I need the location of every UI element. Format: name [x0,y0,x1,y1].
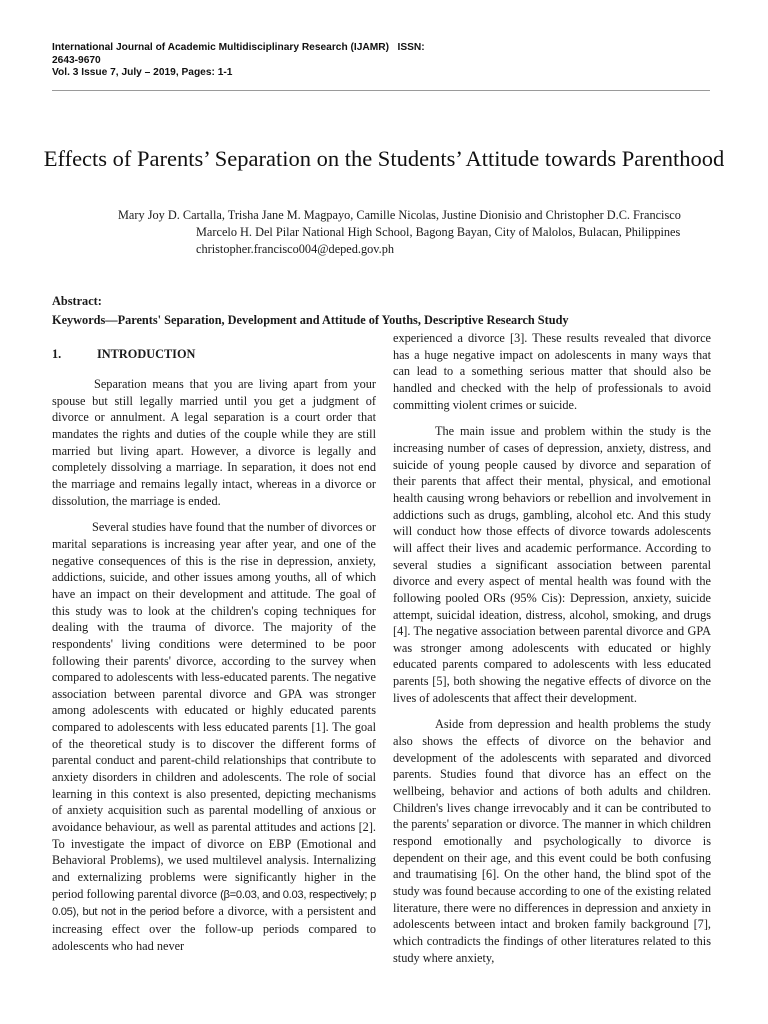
right-column [393,330,711,966]
paragraph: The main issue and problem within the study is the increasing number of cases of depression, anxiety, distress, and suicide of young people caused by divorce and separation of their parents that affect their mental, physical, and emotional health causing wrong behaviors or rebellion and involvement in addictions such as drugs, gambling, alcohol etc. And this study will conduct how those effects of divorce towards adolescents will affect their lives and academic performance. According to several studies a significant association between parental divorce and every aspect of mental health was found with the following pooled ORs (95% Cis): Depression, anxiety, suicide attempt, suicidal ideation, distress, alcohol, smoking, and drugs [4]. The negative association between parental divorce and GPA was stronger among adolescents with educated or highly educated parents compared to adolescents with less educated parents [5], both showing the negative effects of divorce on the lives of adolescents that affect their development. [393,424,711,705]
author-email: christopher.francisco004@deped.gov.ph [196,242,394,256]
issue-info: Vol. 3 Issue 7, July – 2019, Pages: 1-1 [52,67,233,79]
paragraph-text: before a divorce, with a persistent and increasing effect over the follow-up periods compared to adolescents who had never [52,904,376,953]
paragraph: experienced a divorce [3]. These results revealed that divorce has a huge negative impact on adolescents in many ways that can lead to a something serious matter that should also be handled and checked with the help of professionals to avoid committing violent crimes or suicide. [393,331,711,412]
header-divider [52,90,710,91]
paragraph-text: Several studies have found that the number of divorces or marital separations is increasing year after year, and one of the negative consequences of this is the rise in depression, anxiety, addictions, suicide, and other issues among youths, all of which have an impact on their development and attitude. The goal of this study was to look at the children's coping techniques for dealing with the trauma of divorce. The majority of the respondents' living conditions were determined to be poor following their parents' divorce, according to the survey when compared to adolescents with less-educated parents. The negative association between parental divorce and GPA was stronger among adolescents with educated or highly educated parents compared to adolescents with less educated parents [1]. The goal of the theoretical study is to discover the different forms of parental conduct and parent-child relationships that contribute to anxiety disorders in children and adolescents. The role of social learning in this context is also presented, depicting mechanisms of anxiety acquisition such as parental modelling of anxious or avoidance behaviour, as well as parental attitudes and actions [2]. To investigate the impact of divorce on EBP (Emotional and Behavioral Problems), we used multilevel analysis. Internalizing and externalizing problems were significantly higher in the period following parental divorce [52,520,376,901]
paper-title: Effects of Parents’ Separation on the Students’ Attitude towards Parenthood [43,146,725,171]
journal-name: International Journal of Academic Multidisciplinary Research (IJAMR) ISSN: [52,42,425,53]
section-heading [52,347,372,362]
paragraph: Aside from depression and health problems the study also shows the effects of divorce on the behavior and development of the adolescents with separated and divorced parents. Studies found that divorce has an effect on the wellbeing, behavior and actions of both adults and children. Children's lives change irrevocably and it can be contributed to the parents' separation or divorce. The manner in which children respond emotionally and psychologically to divorce is dependent on their age, and this event could be both confusing and traumatising [6]. On the other hand, the blind spot of the study was found because according to one of the existing related literature, there were no differences in depression and anxiety in adolescents between intact and broken family background [7], which contradicts the findings of other literatures related to this study where anxiety, [393,717,711,965]
author-affiliation: Marcelo H. Del Pilar National High School, Bagong Bayan, City of Malolos, Bulacan, Philippines [196,225,681,239]
statistics-fragment: (β=0.03, and 0.03, respectively; p 0.05), but not in the period [52,888,376,919]
section-number: 1. [52,347,62,361]
paragraph: Separation means that you are living apart from your spouse but still legally married until you get a judgment of divorce or annulment. A legal separation is a court order that mandates the rights and duties of the couple while they are still married but living apart. However, a divorce is legally and completely dissolving a marriage. In separation, it does not end the marriage and remains legally intact, whereas in a divorce or dissolution, the marriage is ended. [52,377,376,508]
paragraph [52,519,376,954]
abstract-label: Abstract: [52,294,102,308]
left-column [52,376,376,954]
author-list: Mary Joy D. Cartalla, Trisha Jane M. Magpayo, Camille Nicolas, Justine Dionisio and Christopher D.C. Francisco [118,208,681,222]
keywords: Keywords—Parents' Separation, Development and Attitude of Youths, Descriptive Research Study [52,313,569,327]
journal-header [52,42,492,80]
issn-number: 2643-9670 [52,54,101,66]
section-title: INTRODUCTION [97,347,196,361]
